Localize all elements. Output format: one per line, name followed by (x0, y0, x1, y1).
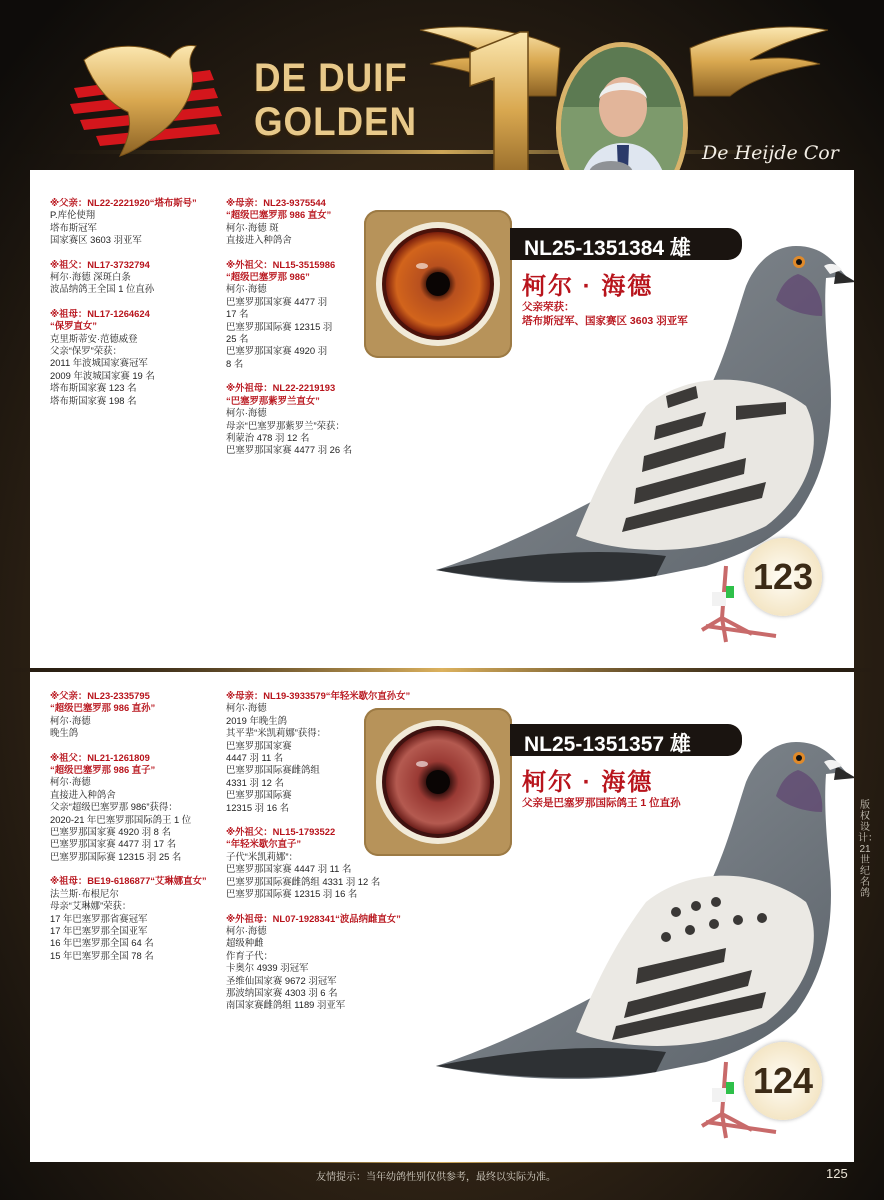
mother-line: 12315 羽 16 名 (226, 801, 290, 813)
maternal-grandmother-line: 母亲“巴塞罗那紫罗兰”荣获： (226, 419, 345, 431)
mother-line: 2019 年晚生鸽 (226, 714, 287, 726)
maternal-grandfather-line: 子代“米凯莉娜”： (226, 850, 298, 862)
pedigree-entry-father (50, 690, 250, 740)
mother-label: ※母亲：NL19-3933579“年轻米歇尔直孙女” (226, 690, 411, 701)
father-label: ※父亲：NL23-2335795 (50, 690, 150, 701)
father-nickname: “超级巴塞罗那 986 直孙” (50, 702, 156, 714)
maternal-grandmother-line: 巴塞罗那国家赛 4477 羽 26 名 (226, 444, 353, 456)
maternal-grandmother-line: 那波纳国家赛 4303 羽 6 名 (226, 986, 338, 998)
father-line: 国家赛区 3603 羽亚军 (50, 234, 142, 246)
maternal-grandmother-line: 柯尔·海德 (226, 407, 267, 419)
brand-title (254, 58, 417, 146)
grandmother-line: 塔布斯国家赛 123 名 (50, 382, 137, 394)
grandmother-line: 克里斯蒂安·范德威登 (50, 332, 138, 344)
brand-line-1: DE DUIF (254, 56, 408, 100)
mother-line: 柯尔·海德 斑 (226, 221, 279, 233)
breeder-name: 柯尔 · 海德 (522, 273, 654, 300)
ring-number: NL25-1351357 雄 (524, 733, 691, 756)
father-line: 塔布斯冠军 (50, 221, 97, 233)
maternal-grandfather-label: ※外祖父：NL15-1793522 (226, 826, 336, 838)
maternal-grandmother-line: 卡奥尔 4939 羽冠军 (226, 962, 309, 974)
maternal-grandfather-nickname: “超级巴塞罗那 986” (226, 271, 310, 283)
copyright-side-text: 版权设计：21世纪名鸽 (858, 800, 878, 899)
father-label: ※父亲：NL22-2221920“塔布斯号” (50, 197, 197, 208)
grandfather-line: 柯尔·海德 (50, 776, 91, 788)
mother-label: ※母亲：NL23-9375544 (226, 197, 326, 208)
pigeon-panel-2 (30, 672, 854, 1162)
pedigree-entry-grandmother (50, 875, 250, 962)
grandmother-nickname: “保罗直女” (50, 320, 97, 332)
maternal-grandfather-line: 巴塞罗那国际赛 12315 羽 (226, 320, 333, 332)
pedigree-entry-maternal-grandmother (226, 913, 426, 1012)
maternal-grandmother-label: ※外祖母：NL22-2219193 (226, 382, 336, 394)
maternal-grandmother-line: 利蒙治 478 羽 12 名 (226, 431, 310, 443)
grandmother-line: 母亲“艾琳娜”荣获： (50, 900, 132, 912)
mother-line: 巴塞罗那国际赛 (226, 789, 292, 801)
grandfather-label: ※祖父：NL17-3732794 (50, 258, 150, 270)
catalog-number: 123 (752, 556, 814, 597)
maternal-grandfather-line: 柯尔·海德 (226, 283, 267, 295)
grandfather-line: 直接进入种鸽舍 (50, 788, 116, 800)
mother-line: 巴塞罗那国家赛 (226, 739, 292, 751)
pedigree-sire-column (50, 197, 250, 419)
grandmother-line: 父亲“保罗”荣获： (50, 345, 122, 357)
mother-line: 4331 羽 12 名 (226, 776, 284, 788)
grandfather-line: 波品纳鸽王全国 1 位直孙 (50, 283, 155, 295)
grandfather-line: 巴塞罗那国际赛 12315 羽 25 名 (50, 850, 182, 862)
catalog-number-seal (744, 538, 822, 616)
maternal-grandfather-line: 巴塞罗那国际赛 12315 羽 16 名 (226, 888, 358, 900)
grandmother-line: 2009 年波城国家赛 19 名 (50, 369, 155, 381)
pedigree-entry-father (50, 197, 250, 247)
maternal-grandfather-line: 巴塞罗那国家赛 4920 羽 (226, 345, 328, 357)
maternal-grandfather-line: 25 名 (226, 333, 249, 345)
grandmother-label: ※祖母：BE19-6186877“艾琳娜直女” (50, 875, 207, 887)
pedigree-sire-column (50, 690, 250, 974)
maternal-grandmother-nickname: “巴塞罗那紫罗兰直女” (226, 394, 320, 406)
breeder-name: 柯尔 · 海德 (522, 769, 654, 796)
catalog-number-seal (744, 1042, 822, 1120)
grandfather-line: 巴塞罗那国家赛 4920 羽 8 名 (50, 826, 171, 838)
honor-line: 父亲荣获： (522, 301, 575, 313)
grandmother-line: 15 年巴塞罗那全国 78 名 (50, 949, 154, 961)
catalog-number: 124 (752, 1060, 814, 1101)
maternal-grandmother-line: 柯尔·海德 (226, 924, 267, 936)
maternal-grandfather-nickname: “年轻米歇尔直子” (226, 838, 302, 850)
mother-line: 直接进入种鸽舍 (226, 234, 292, 246)
mother-line: 其平辈“米凯莉娜”获得： (226, 727, 326, 739)
father-line: 柯尔·海德 (50, 714, 91, 726)
pedigree-entry-maternal-grandmother (226, 382, 396, 456)
father-line: 晚生鸽 (50, 727, 79, 739)
maternal-grandmother-line: 南国家赛雌鸽组 1189 羽亚军 (226, 999, 346, 1011)
honor-line: 父亲是巴塞罗那国际鸽王 1 位直孙 (522, 797, 681, 809)
grandfather-nickname: “超级巴塞罗那 986 直子” (50, 764, 156, 776)
mother-line: 巴塞罗那国际赛雌鸽组 (226, 764, 320, 776)
grandfather-line: 巴塞罗那国家赛 4477 羽 17 名 (50, 838, 177, 850)
maternal-grandfather-line: 巴塞罗那国家赛 4447 羽 11 名 (226, 863, 352, 875)
pedigree-entry-grandmother (50, 308, 250, 407)
grandmother-label: ※祖母：NL17-1264624 (50, 307, 150, 319)
maternal-grandmother-line: 作育子代： (226, 949, 273, 961)
pedigree-entry-grandfather (50, 259, 250, 296)
maternal-grandmother-line: 圣维仙国家赛 9672 羽冠军 (226, 974, 337, 986)
grandmother-line: 16 年巴塞罗那全国 64 名 (50, 937, 154, 949)
grandfather-line: 父亲“超级巴塞罗那 986”获得： (50, 801, 178, 813)
grandmother-line: 17 年巴塞罗那省赛冠军 (50, 912, 148, 924)
honor-line: 塔布斯冠军、国家赛区 3603 羽亚军 (522, 315, 688, 327)
mother-line: 4447 羽 11 名 (226, 752, 284, 764)
grandfather-line: 2020-21 年巴塞罗那国际鸽王 1 位 (50, 813, 192, 825)
page-number: 125 (826, 1166, 848, 1181)
grandfather-label: ※祖父：NL21-1261809 (50, 751, 150, 763)
header (0, 0, 884, 190)
maternal-grandfather-line: 17 名 (226, 308, 249, 320)
grandmother-line: 2011 年波城国家赛冠军 (50, 357, 148, 369)
maternal-grandfather-label: ※外祖父：NL15-3515986 (226, 258, 336, 270)
grandmother-line: 塔布斯国家赛 198 名 (50, 394, 137, 406)
brand-line-2: GOLDEN (254, 100, 417, 144)
maternal-grandfather-line: 巴塞罗那国家赛 4477 羽 (226, 295, 328, 307)
grandmother-line: 17 年巴塞罗那全国亚军 (50, 924, 148, 936)
pedigree-entry-grandfather (50, 752, 250, 864)
grandmother-line: 法兰斯·布根尼尔 (50, 887, 119, 899)
footer-note: 友情提示：当年幼鸽性别仅供参考，最终以实际为准。 (316, 1172, 556, 1183)
maternal-grandfather-line: 8 名 (226, 357, 244, 369)
ring-number: NL25-1351384 雄 (524, 237, 691, 260)
maternal-grandfather-line: 巴塞罗那国际赛雌鸽组 4331 羽 12 名 (226, 875, 381, 887)
grandfather-line: 柯尔·海德 深斑白条 (50, 271, 131, 283)
father-line: P.库伦使翔 (50, 209, 96, 221)
pigeon-panel-1 (30, 170, 854, 668)
breeder-signature: De Heijde Cor (702, 142, 839, 164)
mother-line: 柯尔·海德 (226, 702, 267, 714)
mother-nickname: “超级巴塞罗那 986 直女” (226, 209, 332, 221)
maternal-grandmother-label: ※外祖母：NL07-1928341“波品纳雌直女” (226, 912, 401, 924)
maternal-grandmother-line: 超级种雌 (226, 937, 264, 949)
